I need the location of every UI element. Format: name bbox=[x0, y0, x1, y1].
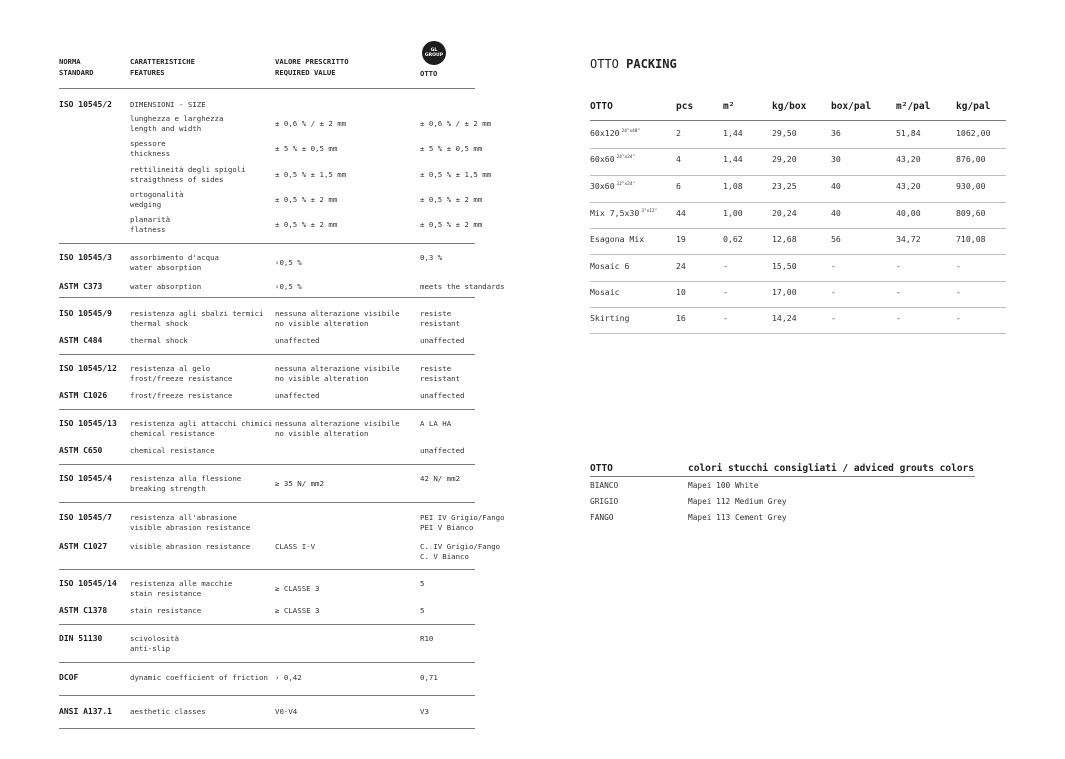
packing-title bbox=[590, 57, 677, 71]
norm-code: ISO 10545/12 bbox=[59, 364, 117, 373]
norm-code: ISO 10545/3 bbox=[59, 253, 112, 262]
packing-value-cell: 809,60 bbox=[956, 208, 986, 218]
feature-cell bbox=[130, 253, 219, 273]
required-value-cell bbox=[275, 673, 302, 683]
text-line: thickness bbox=[130, 149, 171, 159]
required-value-cell bbox=[275, 119, 346, 129]
text-line: ± 0,5 % ± 2 mm bbox=[275, 195, 338, 204]
required-value-cell bbox=[275, 170, 346, 180]
text-line: frost/freeze resistance bbox=[130, 374, 233, 384]
packing-value-cell: - bbox=[896, 287, 901, 297]
required-value-cell bbox=[275, 144, 337, 154]
format-name: 60x120 bbox=[590, 128, 620, 138]
packing-header: box/pal bbox=[831, 101, 872, 112]
text-line: visible abrasion resistance bbox=[130, 523, 251, 533]
norm-code: ISO 10545/7 bbox=[59, 513, 112, 522]
grout-color-name: GRIGIO bbox=[590, 497, 619, 506]
text-line: resistenza agli attacchi chimici bbox=[130, 419, 273, 428]
norm-code: ASTM C373 bbox=[59, 282, 103, 291]
text-line: resiste bbox=[420, 364, 452, 373]
packing-value-cell: - bbox=[831, 287, 836, 297]
text-line: DIMENSIONI - SIZE bbox=[130, 100, 206, 109]
brand-logo bbox=[422, 41, 446, 65]
packing-value-cell: 29,50 bbox=[772, 128, 797, 138]
packing-value-cell: 2 bbox=[676, 128, 681, 138]
text-line: no visible alteration bbox=[275, 429, 369, 439]
format-size-inches: 12"x24" bbox=[616, 182, 636, 187]
text-line: C. V Bianco bbox=[420, 552, 469, 562]
packing-value-cell: - bbox=[831, 313, 836, 323]
text-line: nessuna alterazione visibile bbox=[275, 309, 400, 318]
logo-text: GL bbox=[430, 48, 438, 53]
text-line: A LA HA bbox=[420, 419, 452, 428]
packing-row-divider bbox=[590, 254, 1006, 255]
text-line: chemical resistance bbox=[130, 446, 215, 455]
packing-value-cell: 40,00 bbox=[896, 208, 921, 218]
text-line: water absorption bbox=[130, 282, 202, 291]
grouts-header-left: OTTO bbox=[590, 463, 613, 474]
text-line: resistenza alla flessione bbox=[130, 474, 242, 483]
section-divider bbox=[59, 695, 475, 696]
packing-value-cell: 17,00 bbox=[772, 287, 797, 297]
otto-value-cell bbox=[420, 446, 465, 456]
text-line: 0,71 bbox=[420, 673, 438, 682]
format-name: Skirting bbox=[590, 313, 630, 323]
text-line: ‹0,5 % bbox=[275, 282, 302, 291]
required-value-cell bbox=[275, 364, 400, 384]
packing-value-cell: 10 bbox=[676, 287, 686, 297]
packing-value-cell: 43,20 bbox=[896, 181, 921, 191]
text-line: flatness bbox=[130, 225, 166, 235]
text-line: 0,3 % bbox=[420, 253, 443, 262]
required-value-cell bbox=[275, 479, 324, 489]
text-line: nessuna alterazione visibile bbox=[275, 364, 400, 373]
otto-value-cell bbox=[420, 673, 438, 683]
packing-value-cell: - bbox=[956, 313, 961, 323]
norm-code: ANSI A137.1 bbox=[59, 707, 112, 716]
grout-product-name: Mapei 100 White bbox=[688, 481, 759, 490]
packing-format-cell bbox=[590, 287, 620, 297]
otto-value-cell bbox=[420, 513, 505, 533]
otto-value-cell bbox=[420, 364, 460, 384]
otto-value-cell bbox=[420, 542, 500, 562]
section-divider bbox=[59, 662, 475, 663]
packing-header: pcs bbox=[676, 101, 694, 112]
packing-value-cell: 56 bbox=[831, 234, 841, 244]
text-line: ± 0,5 % ± 1,5 mm bbox=[275, 170, 347, 179]
header-features bbox=[130, 56, 195, 78]
text-line: assorbimento d'acqua bbox=[130, 253, 219, 262]
norm-code: ISO 10545/4 bbox=[59, 474, 112, 483]
otto-value-cell bbox=[420, 195, 482, 205]
packing-row-divider bbox=[590, 333, 1006, 334]
text-line: STANDARD bbox=[59, 68, 94, 77]
required-value-cell bbox=[275, 419, 400, 439]
text-line: › 0,42 bbox=[275, 673, 302, 682]
feature-cell bbox=[130, 419, 272, 439]
packing-value-cell: - bbox=[723, 287, 728, 297]
otto-value-cell bbox=[420, 282, 505, 292]
header-required bbox=[275, 56, 349, 78]
section-divider bbox=[59, 243, 475, 244]
section-divider bbox=[59, 569, 475, 570]
packing-format-cell bbox=[590, 261, 629, 271]
text-line: C. IV Grigio/Fango bbox=[420, 542, 501, 551]
header-norm bbox=[59, 56, 94, 78]
packing-value-cell: 44 bbox=[676, 208, 686, 218]
feature-cell bbox=[130, 474, 241, 494]
packing-value-cell: 0,62 bbox=[723, 234, 743, 244]
required-value-cell bbox=[275, 309, 400, 329]
otto-value-cell bbox=[420, 170, 491, 180]
packing-format-cell bbox=[590, 154, 635, 164]
packing-value-cell: 15,50 bbox=[772, 261, 797, 271]
text-line: spessore bbox=[130, 139, 166, 148]
packing-header: kg/pal bbox=[956, 101, 991, 112]
text-line: ± 0,5 % ± 1,5 mm bbox=[420, 170, 492, 179]
feature-cell bbox=[130, 673, 268, 683]
packing-value-cell: 24 bbox=[676, 261, 686, 271]
packing-value-cell: 1,00 bbox=[723, 208, 743, 218]
text-line: V3 bbox=[420, 707, 429, 716]
text-line: resiste bbox=[420, 309, 452, 318]
section-divider bbox=[59, 297, 475, 298]
text-line: breaking strength bbox=[130, 484, 206, 494]
packing-value-cell: 14,24 bbox=[772, 313, 797, 323]
required-value-cell bbox=[275, 336, 320, 346]
text-line: V0-V4 bbox=[275, 707, 298, 716]
title-light: OTTO bbox=[590, 57, 619, 71]
packing-value-cell: - bbox=[723, 313, 728, 323]
text-line: scivolosità bbox=[130, 634, 179, 643]
otto-value-cell bbox=[420, 119, 491, 129]
text-line: planarità bbox=[130, 215, 171, 224]
feature-cell bbox=[130, 114, 223, 134]
required-value-cell bbox=[275, 391, 320, 401]
grouts-divider bbox=[590, 476, 975, 477]
packing-value-cell: 36 bbox=[831, 128, 841, 138]
section-divider bbox=[59, 354, 475, 355]
packing-value-cell: 29,20 bbox=[772, 154, 797, 164]
required-value-cell bbox=[275, 220, 337, 230]
text-line: ortogonalità bbox=[130, 190, 184, 199]
packing-value-cell: 40 bbox=[831, 181, 841, 191]
packing-value-cell: - bbox=[896, 313, 901, 323]
required-value-cell bbox=[275, 707, 297, 717]
packing-format-cell bbox=[590, 181, 635, 191]
norm-code: ISO 10545/9 bbox=[59, 309, 112, 318]
text-line: anti-slip bbox=[130, 644, 171, 654]
section-divider bbox=[59, 624, 475, 625]
text-line: wedging bbox=[130, 200, 162, 210]
text-line: ≥ CLASSE 3 bbox=[275, 584, 320, 593]
feature-cell bbox=[130, 606, 201, 616]
text-line: ± 0,5 % ± 2 mm bbox=[420, 220, 483, 229]
text-line: visible abrasion resistance bbox=[130, 542, 251, 551]
text-line: resistenza agli sbalzi termici bbox=[130, 309, 264, 318]
packing-value-cell: - bbox=[896, 261, 901, 271]
text-line: CLASS I-V bbox=[275, 542, 316, 551]
format-name: 30x60 bbox=[590, 181, 615, 191]
feature-cell bbox=[130, 707, 206, 717]
text-line: frost/freeze resistance bbox=[130, 391, 233, 400]
text-line: NORMA bbox=[59, 57, 81, 66]
text-line: unaffected bbox=[420, 446, 465, 455]
text-line: ≥ 35 N/ mm2 bbox=[275, 479, 324, 488]
packing-value-cell: 23,25 bbox=[772, 181, 797, 191]
packing-value-cell: 1,44 bbox=[723, 128, 743, 138]
otto-value-cell bbox=[420, 391, 465, 401]
packing-value-cell: - bbox=[956, 287, 961, 297]
packing-value-cell: 1,44 bbox=[723, 154, 743, 164]
required-value-cell bbox=[275, 542, 315, 552]
format-name: Mix 7,5x30 bbox=[590, 208, 640, 218]
feature-cell bbox=[130, 542, 250, 552]
feature-cell bbox=[130, 282, 201, 292]
text-line: no visible alteration bbox=[275, 374, 369, 384]
text-line: thermal shock bbox=[130, 336, 188, 345]
text-line: meets the standards bbox=[420, 282, 505, 291]
text-line: CARATTERISTICHE bbox=[130, 57, 195, 66]
packing-value-cell: 40 bbox=[831, 208, 841, 218]
text-line: length and width bbox=[130, 124, 202, 134]
header-divider bbox=[59, 88, 475, 89]
packing-value-cell: 4 bbox=[676, 154, 681, 164]
text-line: ± 5 % ± 0,5 mm bbox=[420, 144, 483, 153]
otto-value-cell bbox=[420, 309, 460, 329]
packing-value-cell: 43,20 bbox=[896, 154, 921, 164]
packing-header: kg/box bbox=[772, 101, 807, 112]
norm-code: ASTM C1378 bbox=[59, 606, 108, 615]
header-product: OTTO bbox=[420, 69, 438, 78]
grout-color-name: FANGO bbox=[590, 513, 614, 522]
packing-row-divider bbox=[590, 281, 1006, 282]
otto-value-cell bbox=[420, 474, 460, 484]
packing-format-cell bbox=[590, 208, 657, 218]
packing-row-divider bbox=[590, 307, 1006, 308]
text-line: resistenza alle macchie bbox=[130, 579, 233, 588]
format-name: Mosaic 6 bbox=[590, 261, 630, 271]
otto-value-cell bbox=[420, 144, 482, 154]
otto-value-cell bbox=[420, 419, 451, 429]
packing-value-cell: 930,00 bbox=[956, 181, 986, 191]
format-size-inches: 24"x48" bbox=[621, 129, 641, 134]
otto-value-cell bbox=[420, 253, 442, 263]
text-line: ± 5 % ± 0,5 mm bbox=[275, 144, 338, 153]
title-bold: PACKING bbox=[626, 57, 677, 71]
otto-value-cell bbox=[420, 606, 424, 616]
packing-row-divider bbox=[590, 148, 1006, 149]
text-line: no visible alteration bbox=[275, 319, 369, 329]
format-name: 60x60 bbox=[590, 154, 615, 164]
text-line: PEI IV Grigio/Fango bbox=[420, 513, 505, 522]
packing-format-cell bbox=[590, 313, 629, 323]
packing-header: m²/pal bbox=[896, 101, 931, 112]
packing-value-cell: - bbox=[723, 261, 728, 271]
feature-cell bbox=[130, 634, 179, 654]
packing-value-cell: 1062,00 bbox=[956, 128, 991, 138]
format-name: Esagona Mix bbox=[590, 234, 645, 244]
grout-color-name: BIANCO bbox=[590, 481, 619, 490]
otto-value-cell bbox=[420, 220, 482, 230]
packing-format-cell bbox=[590, 128, 640, 138]
text-line: stain resistance bbox=[130, 606, 202, 615]
packing-value-cell: 12,68 bbox=[772, 234, 797, 244]
text-line: unaffected bbox=[275, 391, 320, 400]
text-line: aesthetic classes bbox=[130, 707, 206, 716]
text-line: resistenza all'abrasione bbox=[130, 513, 237, 522]
packing-format-cell bbox=[590, 234, 644, 244]
text-line: dynamic coefficient of friction bbox=[130, 673, 268, 682]
text-line: chemical resistance bbox=[130, 429, 215, 439]
otto-value-cell bbox=[420, 336, 465, 346]
text-line: ± 0,6 % / ± 2 mm bbox=[275, 119, 347, 128]
norm-code: DCOF bbox=[59, 673, 79, 682]
text-line: 42 N/ mm2 bbox=[420, 474, 461, 483]
packing-header: m² bbox=[723, 101, 735, 112]
otto-value-cell bbox=[420, 579, 424, 589]
packing-value-cell: 16 bbox=[676, 313, 686, 323]
logo-text: GROUP bbox=[424, 53, 444, 58]
packing-value-cell: - bbox=[956, 261, 961, 271]
text-line: FEATURES bbox=[130, 68, 165, 77]
format-size-inches: 3"x12" bbox=[641, 209, 658, 214]
norm-code: ASTM C1027 bbox=[59, 542, 108, 551]
norm-code: ISO 10545/13 bbox=[59, 419, 117, 428]
packing-row-divider bbox=[590, 202, 1006, 203]
otto-value-cell bbox=[420, 634, 433, 644]
feature-cell bbox=[130, 364, 232, 384]
text-line: resistant bbox=[420, 374, 461, 384]
text-line: unaffected bbox=[420, 391, 465, 400]
feature-cell bbox=[130, 579, 232, 599]
packing-value-cell: 30 bbox=[831, 154, 841, 164]
norm-code: ASTM C650 bbox=[59, 446, 103, 455]
packing-value-cell: 20,24 bbox=[772, 208, 797, 218]
required-value-cell bbox=[275, 258, 302, 268]
grout-product-name: Mapei 112 Medium Grey bbox=[688, 497, 787, 506]
text-line: resistant bbox=[420, 319, 461, 329]
feature-cell bbox=[130, 139, 170, 159]
text-line: 5 bbox=[420, 606, 425, 615]
packing-value-cell: 34,72 bbox=[896, 234, 921, 244]
section-divider bbox=[59, 728, 475, 729]
text-line: R10 bbox=[420, 634, 434, 643]
packing-header-divider bbox=[590, 120, 1006, 121]
grout-product-name: Mapei 113 Cement Grey bbox=[688, 513, 787, 522]
packing-value-cell: 710,08 bbox=[956, 234, 986, 244]
text-line: water absorption bbox=[130, 263, 202, 273]
text-line: straigthness of sides bbox=[130, 175, 224, 185]
text-line: ± 0,5 % ± 2 mm bbox=[275, 220, 338, 229]
text-line: 5 bbox=[420, 579, 425, 588]
required-value-cell bbox=[275, 606, 320, 616]
packing-value-cell: 51,84 bbox=[896, 128, 921, 138]
packing-value-cell: 6 bbox=[676, 181, 681, 191]
required-value-cell bbox=[275, 282, 302, 292]
text-line: lunghezza e larghezza bbox=[130, 114, 224, 123]
section-divider bbox=[59, 502, 475, 503]
packing-value-cell: 19 bbox=[676, 234, 686, 244]
packing-value-cell: - bbox=[831, 261, 836, 271]
feature-cell bbox=[130, 309, 264, 329]
packing-header: OTTO bbox=[590, 101, 613, 112]
feature-cell bbox=[130, 100, 206, 110]
text-line: unaffected bbox=[420, 336, 465, 345]
format-size-inches: 24"x24" bbox=[616, 155, 636, 160]
norm-code: ASTM C484 bbox=[59, 336, 103, 345]
packing-row-divider bbox=[590, 228, 1006, 229]
packing-value-cell: 1,08 bbox=[723, 181, 743, 191]
text-line: rettilineità degli spigoli bbox=[130, 165, 246, 174]
packing-value-cell: 876,00 bbox=[956, 154, 986, 164]
text-line: VALORE PRESCRITTO bbox=[275, 57, 349, 66]
required-value-cell bbox=[275, 195, 337, 205]
feature-cell bbox=[130, 391, 232, 401]
feature-cell bbox=[130, 513, 250, 533]
feature-cell bbox=[130, 215, 170, 235]
text-line: ‹0,5 % bbox=[275, 258, 302, 267]
otto-value-cell bbox=[420, 707, 429, 717]
section-divider bbox=[59, 464, 475, 465]
grouts-header-right: colori stucchi consigliati / adviced grouts colors bbox=[688, 463, 974, 474]
format-name: Mosaic bbox=[590, 287, 620, 297]
text-line: REQUIRED VALUE bbox=[275, 68, 336, 77]
text-line: resistenza al gelo bbox=[130, 364, 211, 373]
norm-code: DIN 51130 bbox=[59, 634, 103, 643]
text-line: PEI V Bianco bbox=[420, 523, 474, 533]
text-line: ≥ CLASSE 3 bbox=[275, 606, 320, 615]
feature-cell bbox=[130, 336, 188, 346]
text-line: stain resistance bbox=[130, 589, 202, 599]
text-line: ± 0,6 % / ± 2 mm bbox=[420, 119, 492, 128]
feature-cell bbox=[130, 190, 183, 210]
norm-code: ISO 10545/2 bbox=[59, 100, 112, 109]
text-line: unaffected bbox=[275, 336, 320, 345]
text-line: nessuna alterazione visibile bbox=[275, 419, 400, 428]
section-divider bbox=[59, 409, 475, 410]
feature-cell bbox=[130, 446, 215, 456]
norm-code: ASTM C1026 bbox=[59, 391, 108, 400]
norm-code: ISO 10545/14 bbox=[59, 579, 117, 588]
packing-row-divider bbox=[590, 175, 1006, 176]
feature-cell bbox=[130, 165, 246, 185]
text-line: thermal shock bbox=[130, 319, 188, 329]
required-value-cell bbox=[275, 584, 320, 594]
text-line: ± 0,5 % ± 2 mm bbox=[420, 195, 483, 204]
